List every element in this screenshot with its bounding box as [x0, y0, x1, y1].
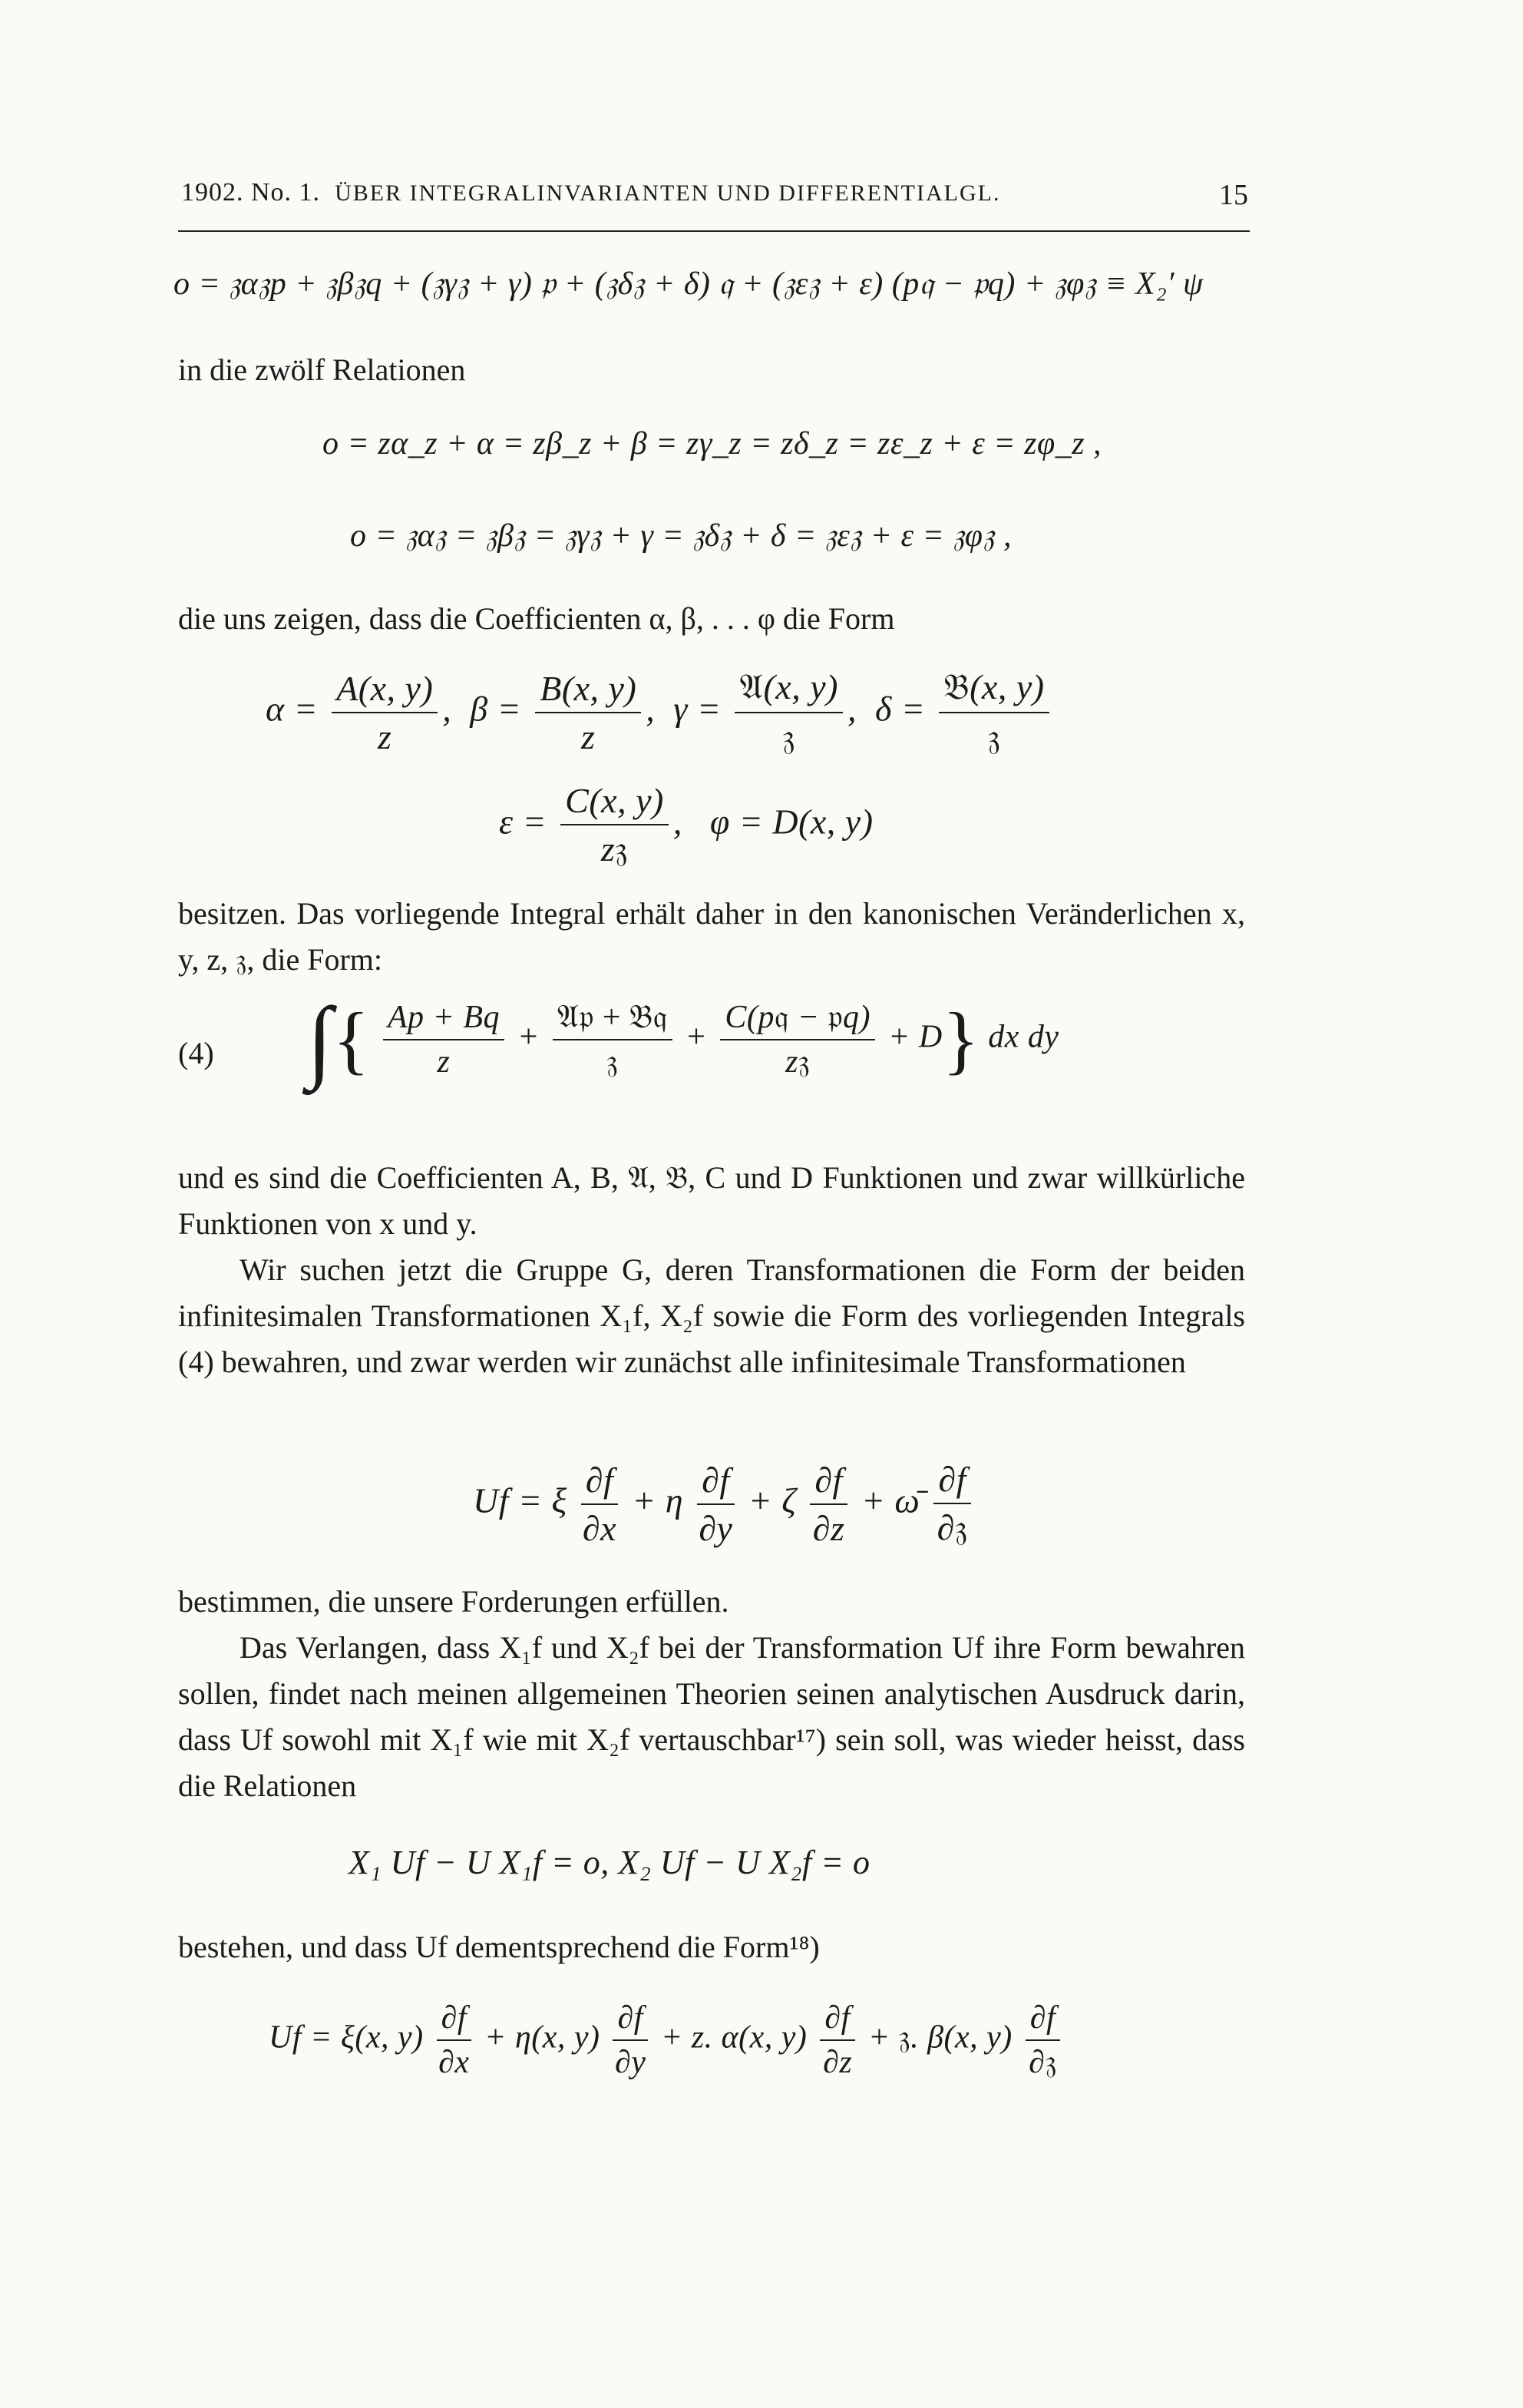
partial-y: $\frac{\partial f}{\partial y}$: [697, 1460, 735, 1549]
paragraph-4: und es sind die Coefficienten A, B, 𝔄, 𝔅, C und D Funktionen und zwar willkürliche Funktionen von x und y.: [178, 1160, 1245, 1241]
coefficient-forms-1: α = $\frac{A(x, y)}{z}$ , β = $\frac{B(x, y)}{z}$ , γ = $\frac{\text{𝔄(x, y)}}{\text{𝔷}}$ , δ = $\frac{\text{𝔅(x, y)}}{\text{𝔷}}$: [266, 666, 1054, 759]
paragraph-7-text: Das Verlangen, dass X₁f und X₂f bei der Transformation Uf ihre Form bewahren sollen, findet nach meinen allgemeinen Theorien seinen analytischen Ausdruck darin, dass Uf sowohl mit X₁f wie mit X₂f vertauschbar¹⁷) sein soll, was wieder heisst, dass die Relationen: [178, 1630, 1245, 1803]
integral-4: ∫{ $\frac{Ap + Bq}{z}$ + $\frac{\text{𝔄𝔭 + 𝔅𝔮}}{\text{𝔷}}$ + $\frac{\text{C(p𝔮 − 𝔭q)}}{\text{z𝔷}}$ + D} dx dy: [307, 988, 1059, 1090]
journal-year-number: 1902. No. 1.: [181, 178, 321, 207]
paragraph-7: [178, 1625, 1245, 1809]
partial-z: $\frac{\partial f}{\partial z}$: [810, 1460, 847, 1549]
uf-form: Uf = ξ(x, y) $\frac{\partial f}{\partial x}$ + η(x, y) $\frac{\partial f}{\partial y}$ + z. α(x, y) $\frac{\partial f}{\partial z}$ + 𝔷. β(x, y) $\frac{\partial f}{\text{∂𝔷}}$: [269, 2000, 1065, 2081]
fraction-epsilon: $\frac{C(x, y)}{\text{z𝔷}}$: [560, 780, 669, 871]
integral-term-2: $\frac{\text{𝔄𝔭 + 𝔅𝔮}}{\text{𝔷}}$: [553, 999, 672, 1080]
relations-line-2: o = 𝔷α𝔷 = 𝔷β𝔷 = 𝔷γ𝔷 + γ = 𝔷δ𝔷 + δ = 𝔷ε𝔷 + ε = 𝔷φ𝔷 ,: [350, 518, 1012, 554]
partial-y-2: $\frac{\partial f}{\partial y}$: [613, 2000, 647, 2081]
fraction-delta: $\frac{\text{𝔅(x, y)}}{\text{𝔷}}$: [939, 666, 1049, 759]
journal-reference: [181, 178, 1000, 207]
partial-zfrak: $\frac{\partial f}{\text{∂𝔷}}$: [933, 1459, 971, 1550]
paragraph-3: besitzen. Das vorliegende Integral erhält daher in den kanonischen Veränderlichen x, y, z, 𝔷, die Form:: [178, 896, 1245, 977]
partial-x-2: $\frac{\partial f}{\partial x}$: [437, 2000, 471, 2081]
fraction-gamma: $\frac{\text{𝔄(x, y)}}{\text{𝔷}}$: [735, 666, 842, 759]
fraction-alpha: $\frac{A(x, y)}{z}$: [332, 668, 438, 757]
partial-z-2: $\frac{\partial f}{\partial z}$: [820, 2000, 854, 2081]
paragraph-5-text: Wir suchen jetzt die Gruppe G, deren Transformationen die Form der beiden infinitesimalen Transformationen X₁f, X₂f sowie die Form des vorliegenden Integrals (4) bewahren, und zwar werden wir zunächst alle infinitesimale Transformationen: [178, 1252, 1245, 1379]
running-head: [181, 178, 1248, 224]
relations-line-1: o = zα_z + α = zβ_z + β = zγ_z = zδ_z = zε_z + ε = zφ_z ,: [322, 426, 1102, 461]
integral-term-3: $\frac{\text{C(p𝔮 − 𝔭q)}}{\text{z𝔷}}$: [720, 999, 875, 1080]
paragraph-5: [178, 1247, 1245, 1385]
partial-zfrak-2: $\frac{\partial f}{\text{∂𝔷}}$: [1026, 2000, 1060, 2081]
paragraph-8: bestehen, und dass Uf dementsprechend die Form¹⁸): [178, 1930, 820, 1964]
fraction-beta: $\frac{B(x, y)}{z}$: [535, 668, 641, 757]
commutator-relations: X₁ Uf − U X₁f = o, X₂ Uf − U X₂f = o: [349, 1844, 871, 1881]
partial-x: $\frac{\partial f}{\partial x}$: [581, 1460, 619, 1549]
equation-label-4: (4): [178, 1036, 214, 1070]
paragraph-2: die uns zeigen, dass die Coefficienten α, β, . . . φ die Form: [178, 601, 895, 636]
page-number: 15: [1219, 179, 1248, 211]
uf-general: Uf = ξ $\frac{\partial f}{\partial x}$ + η $\frac{\partial f}{\partial y}$ + ζ $\frac{\partial f}{\partial z}$ + ω̄ $\frac{\partial f}{\text{∂𝔷}}$: [473, 1459, 976, 1550]
integral-sign: ∫: [307, 988, 333, 1090]
header-rule: [178, 230, 1250, 232]
paragraph-1: in die zwölf Relationen: [178, 352, 466, 387]
coefficient-forms-2: ε = $\frac{C(x, y)}{\text{z𝔷}}$ , φ = D(x, y): [499, 780, 874, 871]
running-title: ÜBER INTEGRALINVARIANTEN UND DIFFERENTIALGL.: [335, 180, 1001, 206]
integral-term-1: $\frac{Ap + Bq}{z}$: [383, 999, 504, 1080]
equation-top: o = 𝔷α𝔷p + 𝔷β𝔷q + (𝔷γ𝔷 + γ) 𝔭 + (𝔷δ𝔷 + δ) 𝔮 + (𝔷ε𝔷 + ε) (p𝔮 − 𝔭q) + 𝔷φ𝔷 ≡ X₂′ ψ: [173, 266, 1204, 302]
paragraph-6: bestimmen, die unsere Forderungen erfüllen.: [178, 1584, 729, 1619]
